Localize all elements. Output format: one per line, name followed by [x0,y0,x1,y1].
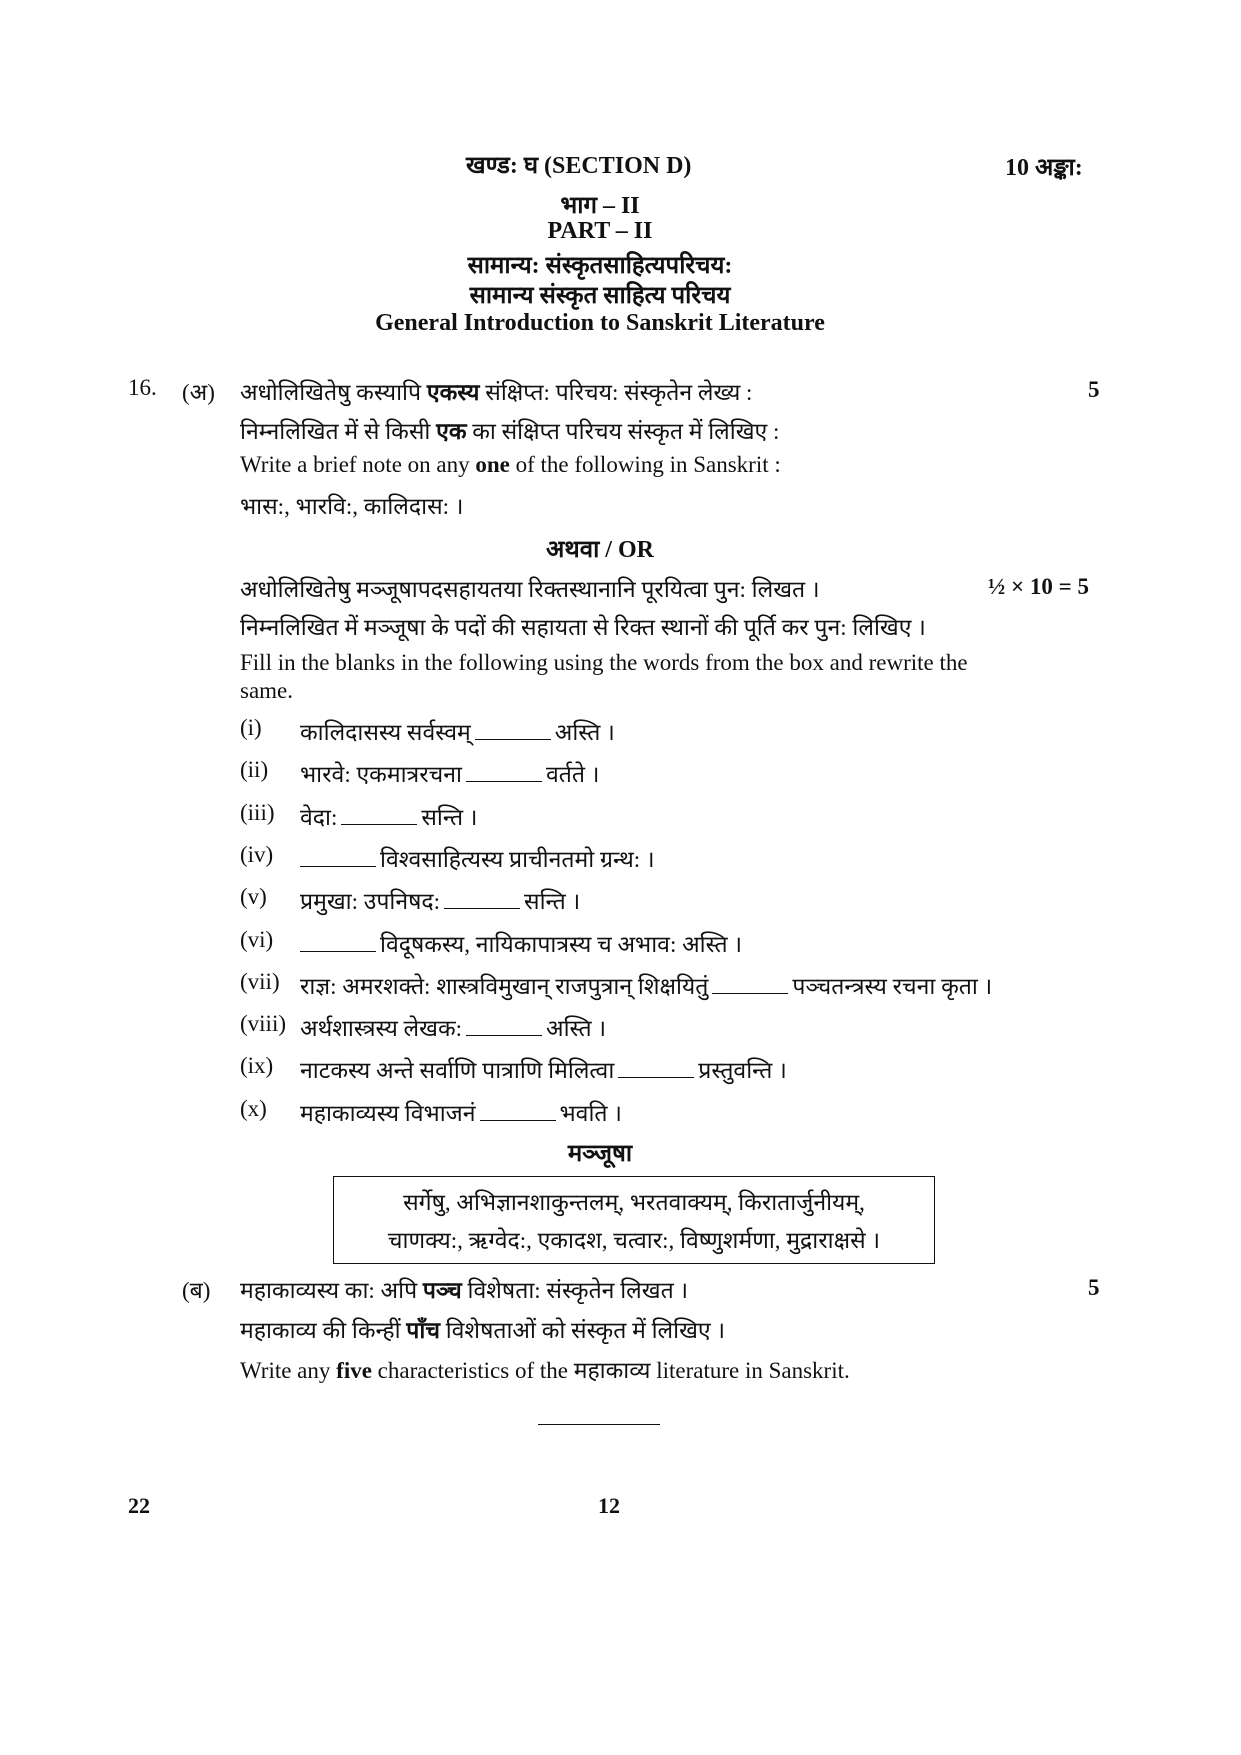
box-title: मञ्जूषा [567,1141,633,1167]
fill-blank [300,848,376,867]
fill-item-number: (i) [240,715,262,740]
fill-item-after: पञ्चतन्त्रस्य रचना कृता । [792,974,993,999]
fill-item-after: सन्ति । [524,889,581,914]
fill-item-text [300,800,478,832]
fill-blank [466,763,542,782]
title-hindi: सामान्य संस्कृत साहित्य परिचय [469,283,731,309]
word-box-line2: चाणक्य:, ऋग्वेद:, एकादश, चत्वार:, विष्णुशर्मणा, मुद्राराक्षसे । [387,1228,881,1253]
fill-item-text [300,1096,622,1128]
fill-hindi: निम्नलिखित में मञ्जूषा के पदों की सहायता से रिक्त स्थानों की पूर्ति कर पुन: लिखिए । [240,615,926,640]
title-sanskrit: सामान्य: संस्कृतसाहित्यपरिचय: [467,253,733,279]
or-divider: अथवा / OR [546,537,654,563]
fill-item-after: विदूषकस्य, नायिकापात्रस्य च अभाव: अस्ति । [380,932,743,957]
part-b-english: Write any five characteristics of the महाकाव्य literature in Sanskrit. [240,1358,850,1383]
fill-item-text [300,927,742,959]
section-marks: 10 अङ्का: [1005,155,1083,181]
fill-item-number: (viii) [240,1011,286,1036]
fill-item-text [300,842,655,874]
part-a-english: Write a brief note on any one of the following in Sanskrit : [240,452,781,477]
fill-english-line1: Fill in the blanks in the following using the words from the box and rewrite the [240,650,968,675]
part-a-marks: 5 [1088,377,1100,402]
question-number: 16. [128,375,157,400]
fill-blank [712,975,788,994]
fill-blank [466,1017,542,1036]
fill-blank [475,721,551,740]
fill-sanskrit: अधोलिखितेषु मञ्जूषापदसहायतया रिक्तस्थानानि पूरयित्वा पुन: लिखत । [240,577,820,602]
fill-item-before: नाटकस्य अन्ते सर्वाणि पात्राणि मिलित्वा [300,1058,615,1083]
fill-item-before: वेदा: [300,805,338,830]
fill-item-text [300,757,599,789]
fill-item-before: अर्थशास्त्रस्य लेखक: [300,1016,463,1041]
fill-item-text [300,884,580,916]
fill-english-line2: same. [240,678,294,703]
fill-item-before: कालिदासस्य सर्वस्वम् [300,720,471,745]
fill-item-number: (vii) [240,969,280,994]
fill-item-before: भारवे: एकमात्ररचना [300,762,462,787]
fill-item-after: अस्ति । [554,720,615,745]
part-a-hindi: निम्नलिखित में से किसी एक का संक्षिप्त परिचय संस्कृत में लिखिए : [240,419,780,444]
fill-item-text [300,1011,606,1043]
part-b-hindi: महाकाव्य की किन्हीं पाँच विशेषताओं को संस्कृत में लिखिए । [240,1318,726,1343]
fill-item-number: (iv) [240,842,274,867]
page-number: 12 [598,1493,620,1518]
fill-blank [300,933,376,952]
word-box [333,1176,935,1264]
fill-item-after: भवति । [559,1101,622,1126]
paper-code: 22 [128,1493,150,1518]
fill-item-before: महाकाव्यस्य विभाजनं [300,1101,476,1126]
fill-item-after: सन्ति । [421,805,478,830]
part-b-marks: 5 [1088,1275,1100,1300]
fill-blank [341,806,417,825]
part-b-sanskrit: महाकाव्यस्य का: अपि पञ्च विशेषता: संस्कृतेन लिखत । [240,1278,689,1303]
part-b-label: (ब) [182,1278,211,1303]
title-english: General Introduction to Sanskrit Literature [375,310,825,336]
fill-item-number: (ii) [240,757,269,782]
fill-blank [480,1102,556,1121]
fill-item-after: विश्वसाहित्यस्य प्राचीनतमो ग्रन्थ: । [380,847,655,872]
word-box-line1: सर्गेषु, अभिज्ञानशाकुन्तलम्, भरतवाक्यम्, किरातार्जुनीयम्, [403,1190,865,1215]
part-a-label: (अ) [182,380,215,405]
fill-item-after: अस्ति । [546,1016,607,1041]
part-hindi: भाग – II [560,193,640,219]
fill-item-number: (v) [240,884,267,909]
fill-item-number: (x) [240,1096,267,1121]
fill-item-text [300,969,992,1001]
fill-marks: ½ × 10 = 5 [988,574,1089,599]
part-a-sanskrit: अधोलिखितेषु कस्यापि एकस्य संक्षिप्त: परिचय: संस्कृतेन लेख्य : [240,380,753,405]
end-rule [538,1424,660,1425]
fill-item-after: वर्तते । [546,762,600,787]
fill-item-number: (ix) [240,1053,274,1078]
fill-item-text [300,715,615,747]
fill-item-number: (vi) [240,927,274,952]
fill-item-before: प्रमुखा: उपनिषद: [300,889,441,914]
fill-item-before: राज्ञ: अमरशक्ते: शास्त्रविमुखान् राजपुत्रान् शिक्षयितुं [300,974,709,999]
part-a-options: भास:, भारवि:, कालिदास: । [240,494,464,519]
part-english: PART – II [547,218,653,244]
fill-blank [444,890,520,909]
fill-blank [618,1059,694,1078]
fill-item-text [300,1053,787,1085]
section-heading: खण्ड: घ (SECTION D) [466,153,692,179]
fill-item-number: (iii) [240,800,275,825]
fill-item-after: प्रस्तुवन्ति । [698,1058,787,1083]
